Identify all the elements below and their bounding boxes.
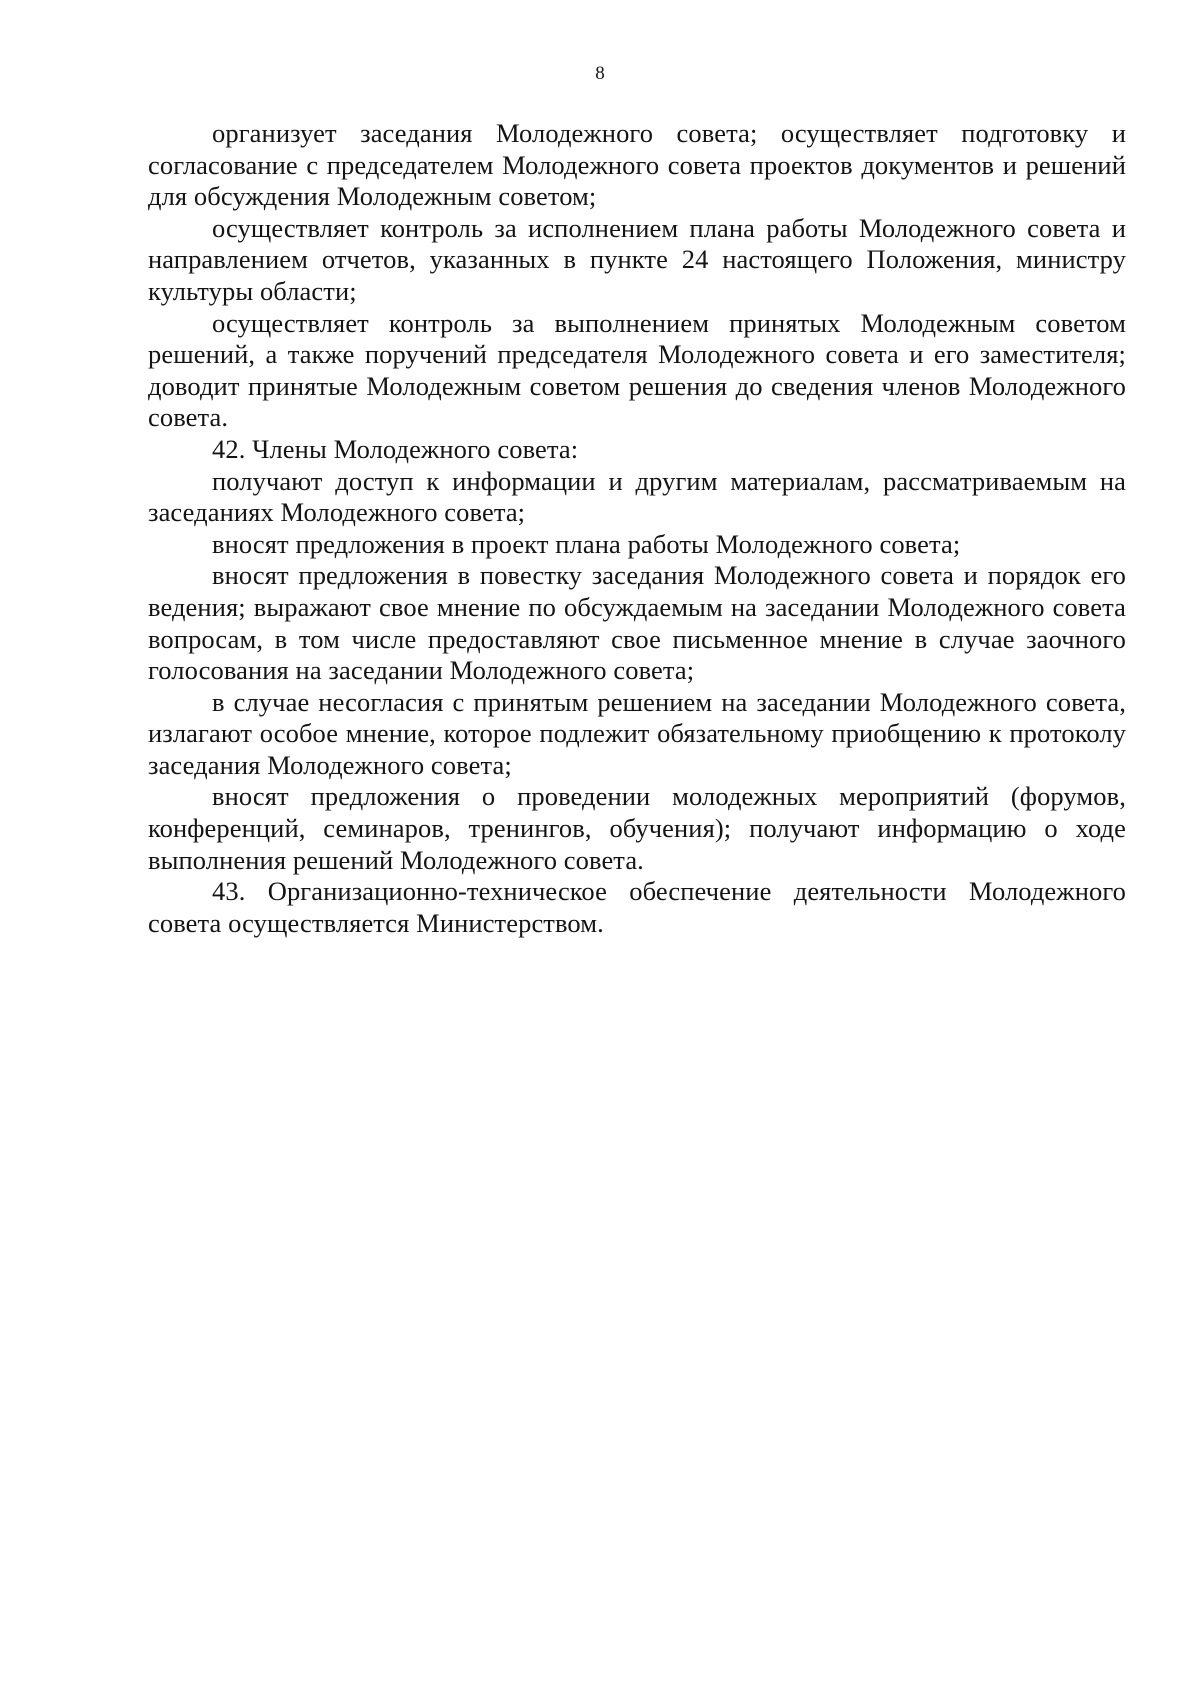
paragraph-secretary-decisions-control: осуществляет контроль за выполнением принятых Молодежным советом решений, а также поручений председателя Молодежного совета и его заместителя; доводит принятые Молодежным советом решения до сведения членов Молодежного совета. (148, 307, 1126, 433)
page-number: 8 (595, 63, 605, 84)
paragraph-members-agenda-proposals: вносят предложения в повестку заседания Молодежного совета и порядок его ведения; выражают свое мнение по обсуждаемым на заседании Молодежного совета вопросам, в том числе предоставляют свое письменное мнение в случае заочного голосования на заседании Молодежного совета; (148, 560, 1126, 686)
clause-43: 43. Организационно-техническое обеспечение деятельности Молодежного совета осуществляется Министерством. (148, 876, 1126, 938)
paragraph-secretary-plan-control: осуществляет контроль за исполнением плана работы Молодежного совета и направлением отчетов, указанных в пункте 24 настоящего Положения, министру культуры области; (148, 212, 1126, 306)
paragraph-members-plan-proposals: вносят предложения в проект плана работы Молодежного совета; (212, 528, 961, 559)
paragraph-members-dissent: в случае несогласия с принятым решением на заседании Молодежного совета, излагают особое мнение, которое подлежит обязательному приобщению к протоколу заседания Молодежного совета; (148, 686, 1126, 780)
paragraph-members-access: получают доступ к информации и другим материалам, рассматриваемым на заседаниях Молодежного совета; (148, 465, 1126, 528)
document-body (148, 118, 1126, 939)
paragraph-members-events: вносят предложения о проведении молодежных мероприятий (форумов, конференций, семинаров, тренингов, обучения); получают информацию о ходе выполнения решений Молодежного совета. (148, 781, 1126, 875)
clause-42-heading: 42. Члены Молодежного совета: (212, 433, 579, 464)
paragraph-secretary-organizes: организует заседания Молодежного совета; осуществляет подготовку и согласование с председателем Молодежного совета проектов документов и решений для обсуждения Молодежным советом; (148, 118, 1126, 212)
